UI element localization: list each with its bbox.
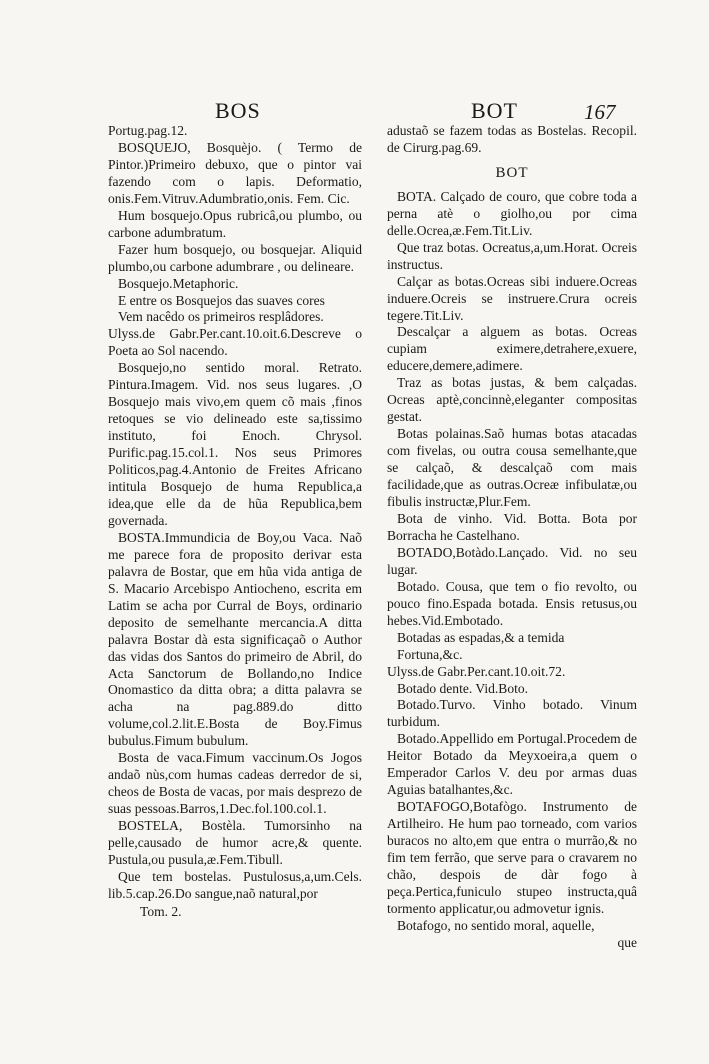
- dictionary-entry: Botado.Turvo. Vinho botado. Vinum turbidum.: [387, 697, 637, 730]
- continuation-text: adustaõ se fazem todas as Bostelas. Recopil. de Cirurg.pag.69.: [387, 123, 637, 155]
- verse-line: E entre os Bosquejos das suaves cores: [118, 292, 325, 308]
- dictionary-entry: Traz as botas justas, & bem calçadas. Ocreas aptè,concinnè,eleganter compositas gestat.: [387, 375, 637, 425]
- dictionary-entry: Bosta de vaca.Fimum vaccinum.Os Jogos andaõ nùs,com humas cadeas derredor de si, cheos de Bosta de vacas, por mais desprezo de suas pessoas.Barros,1.Dec.fol.100.col.1.: [108, 750, 362, 817]
- dictionary-entry: BOSQUEJO, Bosquèjo. ( Termo de Pintor.)Primeiro debuxo, que o pintor vai fazendo com o lapis. Deformatio, onis.Fem.Vitruv.Adumbratio,onis. Fem. Cic.: [108, 139, 362, 206]
- page-number: 167: [584, 100, 616, 124]
- verse-line: Vem nacêdo os primeiros resplâdores.: [118, 309, 324, 325]
- dictionary-entry: Calçar as botas.Ocreas sibi induere.Ocreas induere.Ocreis se instruere.Crura ocreis tegere.Tit.Liv.: [387, 273, 637, 323]
- continuation-text: Portug.pag.12.: [108, 123, 188, 138]
- dictionary-entry: Botafogo, no sentido moral, aquelle,: [397, 917, 595, 933]
- right-column: [387, 123, 637, 952]
- dictionary-entry: BOTAFOGO,Botafògo. Instrumento de Artilheiro. He hum pao torneado, com varios buracos no alto,em que entra o murrão,& no fim tem ferrão, que serve para o cravarem no chão, despois de dàr fogo à peça.Pertica,funiculo stupeo instructa,quâ tormento applicatur,ou admovetur ignis.: [387, 799, 637, 916]
- running-head-right: BOT: [471, 98, 518, 123]
- dictionary-entry: Bosquejo,no sentido moral. Retrato. Pintura.Imagem. Vid. nos seus lugares. ,O Bosquejo mais vivo,em quem cõ mais ,finos retoques se vio delineado este sa,tissimo instituto, foi Enoch. Chrysol. Purific.pag.15.col.1. Nos seus Primores Politicos,pag.4.Antonio de Freites Africano intitula Bosquejo de huma Republica,a idea,que elle da de hũa Republica,bem governada.: [108, 360, 362, 528]
- dictionary-entry: Botado dente. Vid.Boto.: [397, 680, 529, 696]
- dictionary-entry: Bosquejo.Metaphoric.: [118, 275, 239, 291]
- dictionary-entry: Botado. Cousa, que tem o fio revolto, ou pouco fino.Espada botada. Ensis retusus,ou hebes.Vid.Embotado.: [387, 578, 637, 628]
- running-head-left: BOS: [215, 98, 261, 123]
- left-column: [108, 123, 362, 921]
- volume-signature: Tom. 2.: [140, 903, 182, 919]
- dictionary-entry: Fazer hum bosquejo, ou bosquejar. Aliquid plumbo,ou carbone adumbrare , ou delineare.: [108, 241, 362, 274]
- continuation-text: Ulyss.de Gabr.Per.cant.10.oit.72.: [387, 663, 566, 679]
- dictionary-entry: BOSTA.Immundicia de Boy,ou Vaca. Naõ me parece fora de proposito derivar esta palavra de Bostar, que em hũa vida antiga de S. Macario Arcebispo Antiocheno, escrita em Latim se acha por Curral de Boys, ordinario deposito de semelhante mercancia.A ditta palavra Bostar dà esta significaçaõ o Author das vidas dos Santos do primeiro de Abril, do Acta Sanctorum de Bollando,no Indice Onomastico da ditta obra; a ditta palavra se acha na pag.889.do ditto volume,col.2.lit.E.Bosta de Boy.Fimus bubulus.Fimum bubulum.: [108, 529, 362, 749]
- dictionary-entry: Que tem bostelas. Pustulosus,a,um.Cels. lib.5.cap.26.Do sangue,naõ natural,por: [108, 868, 362, 901]
- dictionary-entry: Botas polainas.Saõ humas botas atacadas com fivelas, ou outra cousa semelhante,que se calçaõ, & descalçaõ com mais facilidade,que as outras.Ocreæ infibulatæ,ou fibulis instructæ,Plur.Fem.: [387, 426, 637, 510]
- dictionary-entry: Que traz botas. Ocreatus,a,um.Horat. Ocreis instructus.: [387, 239, 637, 272]
- verse-line: Botadas as espadas,& a temida: [397, 629, 565, 645]
- section-heading: BOT: [495, 164, 529, 181]
- dictionary-entry: Bota de vinho. Vid. Botta. Bota por Borracha he Castelhano.: [387, 510, 637, 543]
- dictionary-entry: BOSTELA, Bostèla. Tumorsinho na pelle,causado de humor acre,& quente. Pustula,ou pusula,æ.Fem.Tibull.: [108, 818, 362, 867]
- dictionary-entry: BOTADO,Botàdo.Lançado. Vid. no seu lugar.: [387, 544, 637, 577]
- dictionary-entry: Descalçar a alguem as botas. Ocreas cupiam eximere,detrahere,exuere, educere,demere,adimere.: [387, 324, 637, 374]
- dictionary-entry: BOTA. Calçado de couro, que cobre toda a perna atè o giolho,ou por cima delle.Ocrea,æ.Fem.Tit.Liv.: [387, 188, 637, 238]
- continuation-text: Ulyss.de Gabr.Per.cant.10.oit.6.Descreve o Poeta ao Sol nacendo.: [108, 326, 362, 359]
- dictionary-entry: Hum bosquejo.Opus rubricâ,ou plumbo, ou carbone adumbratum.: [108, 207, 362, 240]
- verse-line: Fortuna,&c.: [397, 646, 463, 662]
- catchword: que: [617, 934, 637, 950]
- dictionary-entry: Botado.Appellido em Portugal.Procedem de Heitor Botado da Meyxoeira,a quem o Emperador Carlos V. deu por armas duas Aguias batalhantes,&c.: [387, 731, 637, 798]
